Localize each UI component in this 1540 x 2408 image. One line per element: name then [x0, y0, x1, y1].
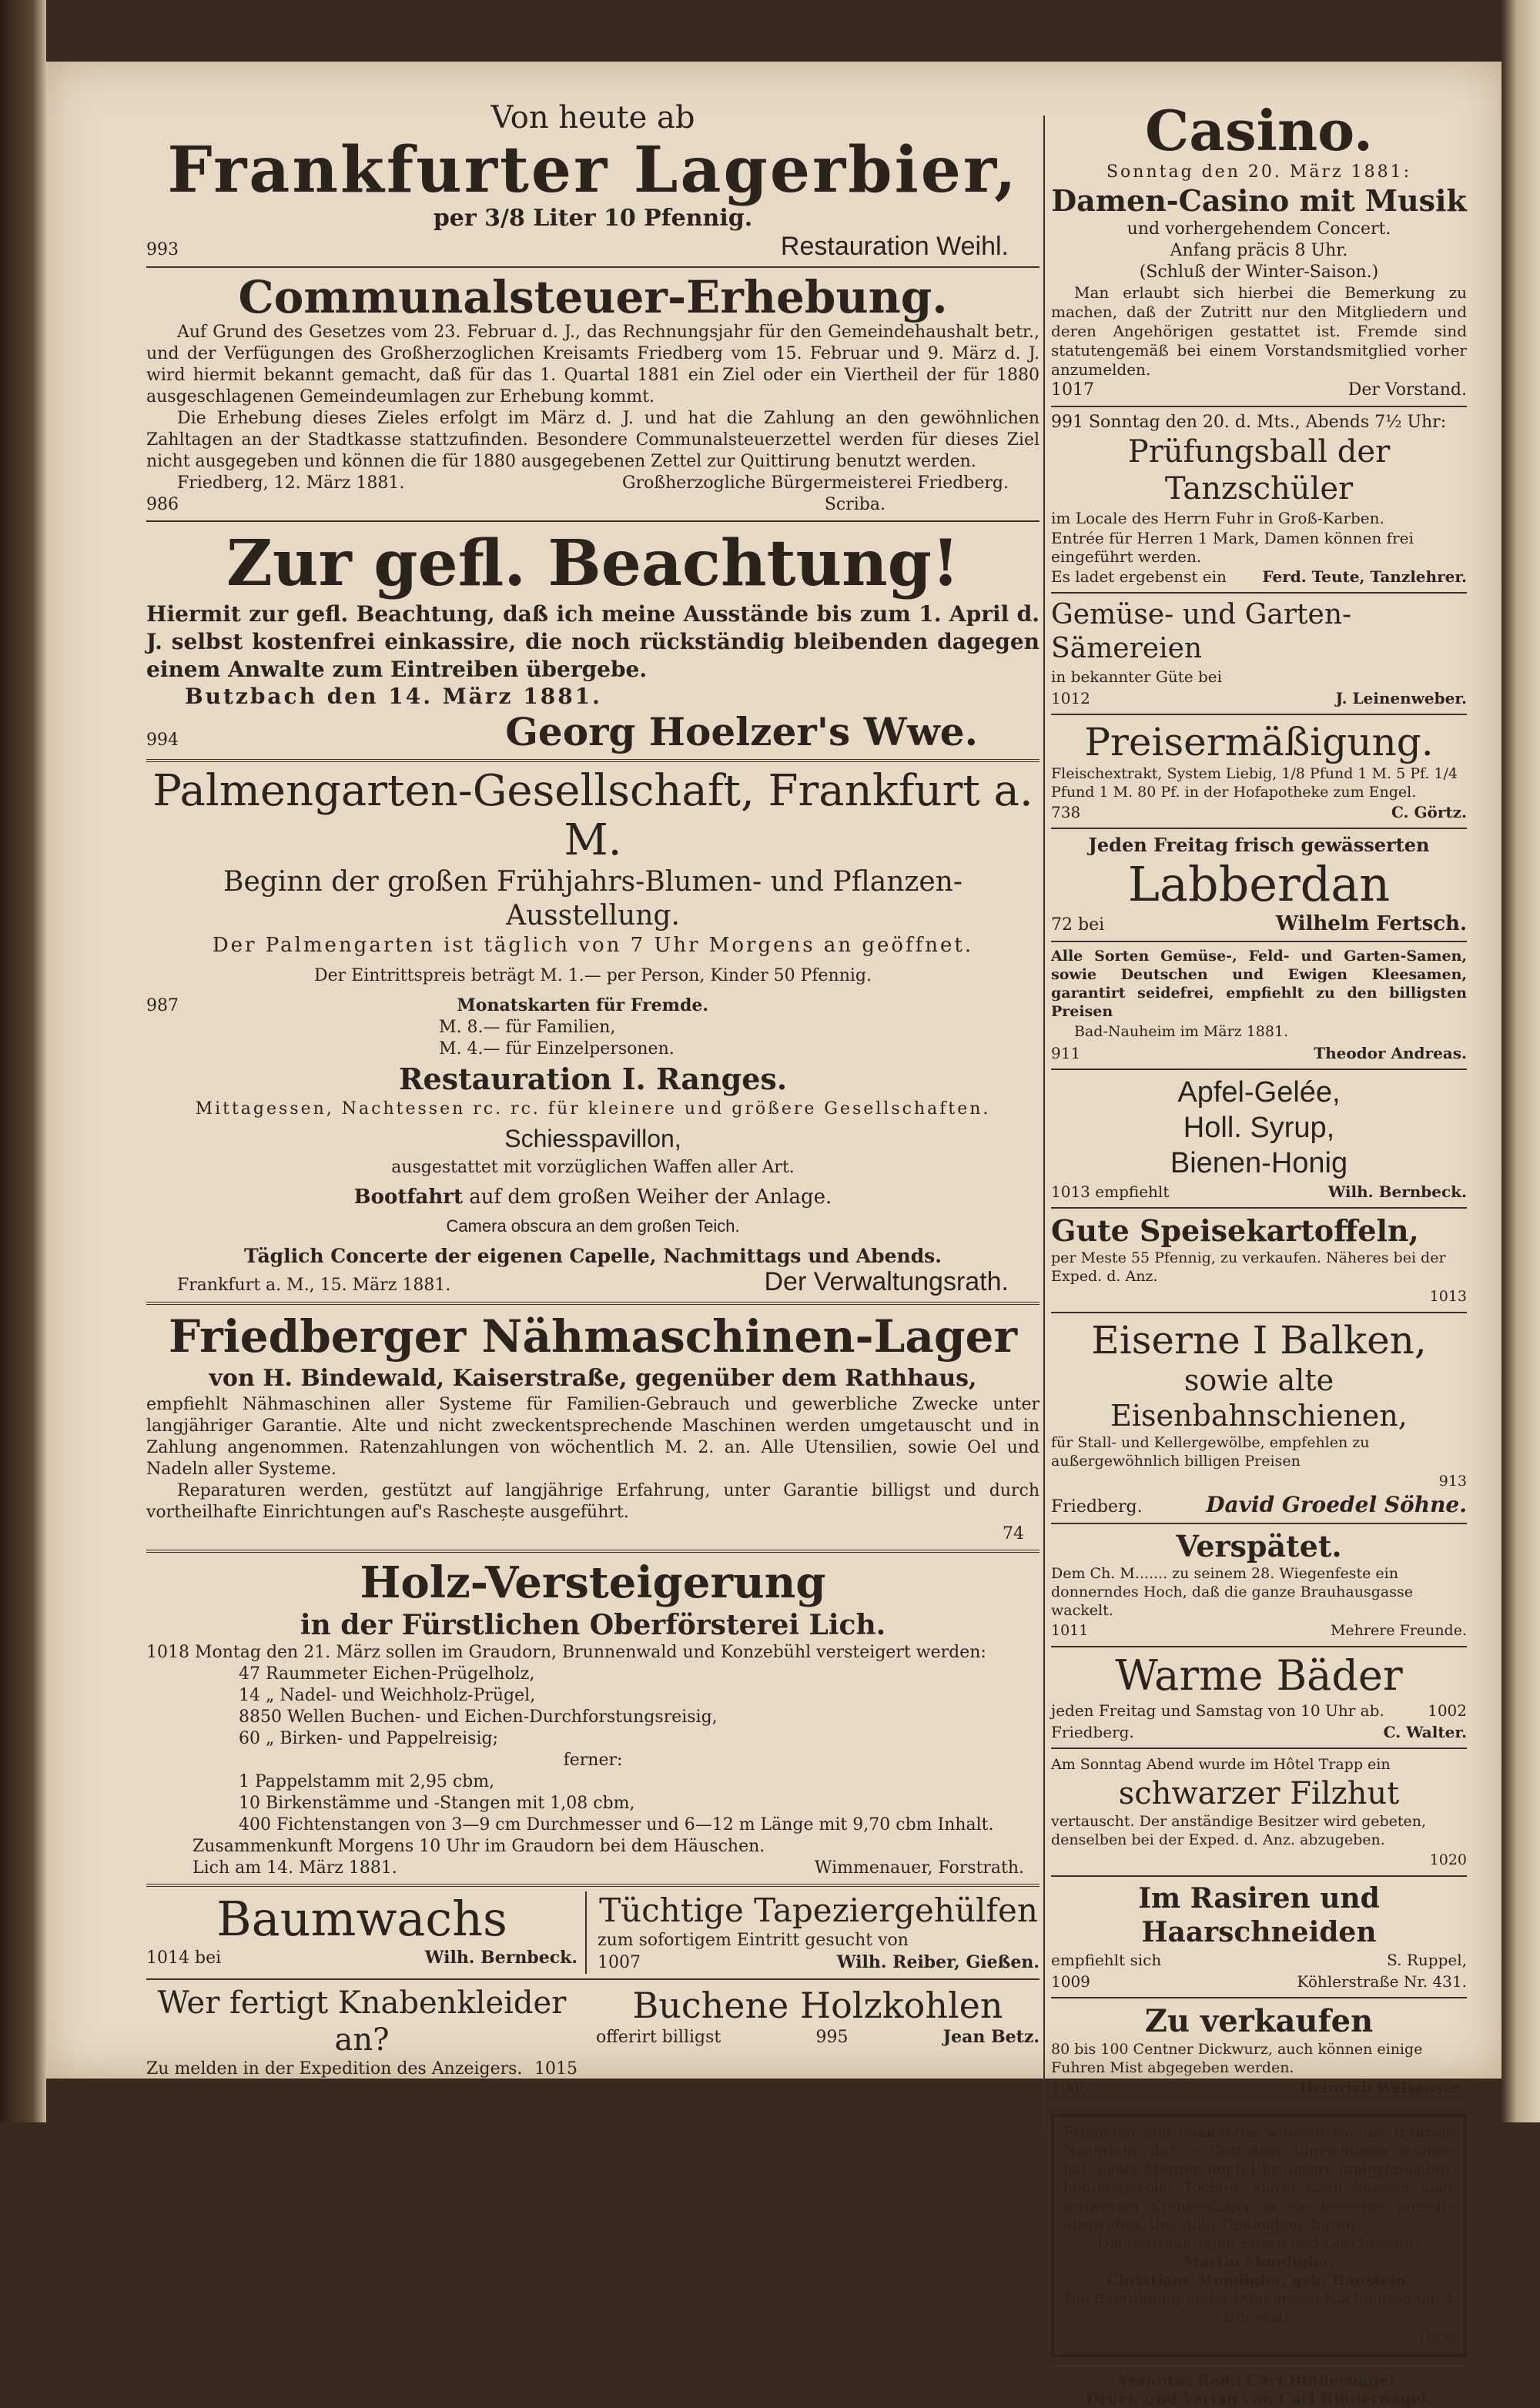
imprint — [1051, 2371, 1467, 2408]
obit-text: Freunden und Bekannten widmen wir die traurige Nachricht, daß es Gott dem Allmächtigen gefallen hat, heute Morgen um 6 Uhr unsere innigstgeliebte, hoffnungsvolle Tochter Marie nach kurzem aber schwerem Krankenlager in ein besseres Jenseits abzurufen. Um stille Theilnahme bitten — [1063, 2124, 1455, 2233]
ad-number: 913 — [1438, 1473, 1467, 1490]
kohlen-name: Jean Betz. — [942, 2027, 1040, 2047]
beacht-place: Butzbach den 14. März 1881. — [185, 684, 602, 709]
sorten-name: Theodor Andreas. — [1314, 1044, 1467, 1062]
palm-boot-text: auf dem großen Weiher der Anlage. — [469, 1186, 832, 1209]
palm-title: Palmengarten-Gesellschaft, Frankfurt a. M. — [152, 766, 1033, 865]
labber-title: Labberdan — [1127, 856, 1391, 912]
palmengarten-ad — [146, 767, 1040, 1297]
casino-date: Sonntag den 20. März 1881: — [1106, 162, 1412, 182]
ad-number: 1002 — [1428, 1701, 1467, 1720]
tapez-name: Wilh. Reiber, Gießen. — [836, 1952, 1040, 1972]
baum-title: Baumwachs — [216, 1891, 507, 1947]
labberdan-ad — [1051, 834, 1467, 936]
ad-number: 1006 — [1051, 2079, 1089, 2096]
knaben-text: Zu melden in der Expedition des Anzeigers. — [146, 2059, 523, 2079]
ball-text2: Entrée für Herren 1 Mark, Damen können frei eingeführt werden. — [1051, 529, 1414, 566]
palm-m1: M. 8.— für Familien, — [439, 1018, 616, 1037]
verkaufen-ad — [1051, 2003, 1467, 2099]
obit-burial: Die Beerdigung findet Donnerstag Nachmittag um 4 Uhr statt. — [1064, 2290, 1454, 2326]
ad-number: 1007 — [598, 1953, 641, 1972]
knaben-ad — [146, 1985, 585, 2080]
steuer-ad — [146, 273, 1040, 516]
kartoffel-ad — [1051, 1213, 1467, 1307]
holz-meet: Zusammenkunft Morgens 10 Uhr im Graudorn bei dem Häuschen. — [192, 1837, 765, 1856]
ad-number: 1012 — [1051, 689, 1090, 707]
apfel-name: Wilh. Bernbeck. — [1327, 1182, 1467, 1201]
ad-number: 1017 — [1051, 380, 1094, 400]
casino-ad — [1051, 100, 1467, 401]
eisen-ad — [1051, 1318, 1467, 1518]
sorten-text: Alle Sorten Gemüse-, Feld- und Garten-Samen, sowie Deutschen und Ewigen Kleesamen, garantirt seidefrei, empfiehlt zu den billigsten Preisen — [1051, 948, 1467, 1020]
palm-boot: Bootfahrt — [353, 1186, 463, 1209]
ad-number: 1020 — [1429, 1851, 1467, 1868]
obit-n1: Martin Mondigler, — [1183, 2253, 1334, 2270]
preis-text: Fleischextrakt, System Liebig, 1/8 Pfund 1 M. 5 Pf. 1/4 Pfund 1 M. 80 Pf. in der Hofapotheke zum Engel. — [1051, 765, 1458, 801]
holz-intro: 1018 Montag den 21. März sollen im Graudorn, Brunnenwald und Konzebühl versteigert werden: — [146, 1643, 986, 1662]
naeh-text: empfiehlt Nähmaschinen aller Systeme für Familien-Gebrauch und gewerbliche Zwecke unter langjähriger Garantie. Alte und nicht zweckentsprechende Maschinen werden umgetauscht und in Zahlung angenommen. Ratenzahlungen von wöchentlich M. 2. an. Alle Utensilien, sowie Oel und Nadeln aller Systeme. — [146, 1395, 1040, 1479]
ball-title: Prüfungsball der Tanzschüler — [1127, 434, 1391, 507]
palm-schiess-text: ausgestattet mit vorzüglichen Waffen aller Art. — [391, 1158, 795, 1177]
rasir-text: empfiehlt sich — [1051, 1951, 1162, 1969]
ad-number: 738 — [1051, 803, 1081, 821]
preis-ad — [1051, 720, 1467, 823]
lager-price: per 3/8 Liter 10 Pfennig. — [433, 205, 753, 232]
apfel-text: empfiehlt — [1095, 1182, 1170, 1201]
apfel-l2: Holl. Syrup, — [1183, 1112, 1335, 1144]
ad-number: 1014 — [146, 1948, 189, 1968]
ball-text: im Locale des Herrn Fuhr in Groß-Karben. — [1051, 509, 1384, 527]
samen-text: in bekannter Güte bei — [1051, 667, 1222, 686]
versp-text: Dem Ch. M....... zu seinem 28. Wiegenfeste ein donnerndes Hoch, daß die ganze Brauhausgasse wackelt. — [1051, 1565, 1413, 1619]
bottom-ads-row — [146, 1891, 1040, 1974]
obit-n2: Christiane Mondigler, geb. Hanstein. — [1106, 2272, 1411, 2289]
rasir-ad — [1051, 1881, 1467, 1992]
kohlen-title: Buchene Holzkohlen — [632, 1985, 1003, 2026]
tapezier-ad — [587, 1891, 1040, 1974]
verk-title: Zu verkaufen — [1144, 2003, 1374, 2039]
rasir-name: S. Ruppel, — [1387, 1951, 1467, 1969]
naeh-sub: von H. Bindewald, Kaiserstraße, gegenüber dem Rathhaus, — [209, 1365, 977, 1392]
ad-number: 1000 — [1417, 2329, 1455, 2346]
verspaetet-ad — [1051, 1529, 1467, 1641]
column-divider — [1043, 115, 1045, 2132]
sorten-ad — [1051, 947, 1467, 1064]
palm-m2: M. 4.— für Einzelpersonen. — [439, 1039, 675, 1059]
holz-f2: 10 Birkenstämme und -Stangen mit 1,08 cbm, — [239, 1794, 635, 1813]
eisen-text: für Stall- und Kellergewölbe, empfehlen zu außergewöhnlich billigen Preisen — [1051, 1434, 1370, 1470]
filz-intro: Am Sonntag Abend wurde im Hôtel Trapp ein — [1051, 1756, 1391, 1773]
filz-text: vertauscht. Der anständige Besitzer wird gebeten, denselben bei der Exped. d. Anz. abzugeben. — [1051, 1813, 1427, 1848]
versp-sign: Mehrere Freunde. — [1330, 1622, 1467, 1639]
tapez-text: zum sofortigem Eintritt gesucht von — [598, 1931, 909, 1950]
casino-sub: Damen-Casino mit Musik — [1051, 183, 1467, 218]
lager-title: Frankfurter Lagerbier, — [167, 133, 1019, 207]
versp-title: Verspätet. — [1176, 1529, 1342, 1564]
ad-number: 994 — [146, 731, 179, 750]
ball-ad — [1051, 412, 1467, 587]
ball-name: Ferd. Teute, Tanzlehrer. — [1262, 567, 1467, 586]
casino-title: Casino. — [1144, 98, 1373, 163]
beacht-text: Hiermit zur gefl. Beachtung, daß ich meine Ausstände bis zum 1. April d. J. selbst kostenfrei einkassire, die noch rückständig bleibenden dagegen einem Anwalte zum Eintreiben übergebe. — [146, 601, 1040, 682]
ad-number: 993 — [146, 240, 179, 259]
holz-l3: 8850 Wellen Buchen- und Eichen-Durchforstungsreisig, — [239, 1707, 718, 1727]
tapez-title: Tüchtige Tapeziergehülfen — [599, 1891, 1038, 1929]
apfel-l3: Bienen-Honig — [1170, 1147, 1348, 1179]
filzhut-ad — [1051, 1754, 1467, 1871]
book-edge-left — [0, 0, 46, 2122]
casino-sub2: und vorhergehendem Concert. — [1127, 219, 1391, 239]
sorten-place: Bad-Nauheim im März 1881. — [1074, 1023, 1289, 1040]
ad-number: 987 — [146, 996, 179, 1015]
kohlen-ad — [585, 1985, 1040, 2080]
samen-ad — [1051, 598, 1467, 709]
ad-number: 911 — [1051, 1044, 1081, 1062]
palm-monat: Monatskarten für Fremde. — [457, 995, 708, 1015]
casino-end: (Schluß der Winter-Saison.) — [1139, 263, 1379, 282]
baeder-name: C. Walter. — [1383, 1723, 1467, 1741]
holz-title: Holz-Versteigerung — [360, 1557, 826, 1608]
baum-name: Wilh. Bernbeck. — [424, 1948, 578, 1968]
rasir-title: Im Rasiren und Haarschneiden — [1138, 1882, 1380, 1948]
holz-f1: 1 Pappelstamm mit 2,95 cbm, — [239, 1772, 495, 1791]
obituary — [1051, 2114, 1467, 2357]
next-page-edge — [1502, 0, 1540, 2122]
verk-name: Heinrich Weisensee. — [1299, 2079, 1467, 2096]
kohlen-text: offerirt billigst — [596, 2028, 721, 2047]
samen-name: J. Leinenweber. — [1335, 689, 1467, 707]
palm-concert: Täglich Concerte der eigenen Capelle, Nachmittags und Abends. — [244, 1245, 942, 1267]
palm-sign: Der Verwaltungsrath. — [764, 1267, 1009, 1296]
kart-text: per Meste 55 Pfennig, zu verkaufen. Näheres bei der Exped. d. Anz. — [1051, 1249, 1446, 1285]
left-column — [146, 100, 1040, 2080]
holz-sub: in der Fürstlichen Oberförsterei Lich. — [300, 1609, 886, 1641]
palm-schiess: Schiesspavillon, — [504, 1125, 681, 1152]
samen-title: Gemüse- und Garten-Sämereien — [1051, 599, 1352, 664]
casino-sign: Der Vorstand. — [1348, 380, 1467, 400]
steuer-p1: Auf Grund des Gesetzes vom 23. Februar d. J., das Rechnungsjahr für den Gemeindehaushalt betr., und der Verfügungen des Großherzoglichen Kreisamts Friedberg vom 15. Februar und 9. März d. J. wird hiermit bekannt gemacht, daß für das 1. Quartal 1881 ein Ziel oder ein Viertheil der für 1880 ausgeschlagenen Gemeindeumlagen zur Erhebung kommt. — [146, 323, 1040, 406]
right-column — [1051, 100, 1467, 2408]
holz-ferner: ferner: — [563, 1751, 623, 1770]
ad-number: 1013 — [1051, 1182, 1090, 1201]
beachtung-ad — [146, 527, 1040, 754]
beacht-name: Georg Hoelzer's Wwe. — [505, 709, 978, 754]
preis-title: Preisermäßigung. — [1084, 720, 1434, 764]
baeder-title: Warme Bäder — [1115, 1651, 1403, 1700]
baum-bei: bei — [195, 1948, 222, 1968]
holz-sign: Wimmenauer, Forstrath. — [814, 1858, 1024, 1878]
holz-ad — [146, 1557, 1040, 1879]
eisen-title: Eiserne I Balken, — [1091, 1318, 1427, 1363]
rasir-addr: Köhlerstraße Nr. 431. — [1297, 1972, 1467, 1991]
lager-ad — [146, 100, 1040, 262]
ad-number: 72 — [1051, 915, 1073, 935]
eisen-sub: sowie alte Eisenbahnschienen, — [1110, 1363, 1408, 1433]
holz-l4: 60 „ Birken- und Pappelreisig; — [239, 1729, 499, 1748]
labber-bei: bei — [1078, 915, 1105, 935]
palm-place: Frankfurt a. M., 15. März 1881. — [177, 1276, 451, 1295]
holz-f3: 400 Fichtenstangen von 3—9 cm Durchmesser und 6—12 m Länge mit 9,70 cbm Inhalt. — [239, 1815, 994, 1834]
palm-open: Der Palmengarten ist täglich von 7 Uhr Morgens an geöffnet. — [212, 934, 974, 957]
palm-rest-text: Mittagessen, Nachtessen rc. rc. für kleinere und größere Gesellschaften. — [195, 1099, 991, 1119]
naeh-title: Friedberger Nähmaschinen-Lager — [169, 1310, 1017, 1363]
obit-mourn: Die tieftrauernden Eltern und Geschwister: — [1097, 2235, 1421, 2252]
palm-price: Der Eintrittspreis beträgt M. 1.— per Person, Kinder 50 Pfennig. — [313, 966, 872, 985]
eisen-place: Friedberg. — [1051, 1497, 1143, 1517]
preis-name: C. Görtz. — [1391, 803, 1467, 821]
baeder-ad — [1051, 1652, 1467, 1743]
ball-intro: 991 Sonntag den 20. d. Mts., Abends 7½ Uhr: — [1051, 413, 1447, 432]
baeder-place: Friedberg. — [1051, 1723, 1134, 1741]
ad-number: 1009 — [1051, 1972, 1090, 1991]
casino-text: Man erlaubt sich hierbei die Bemerkung zu machen, daß der Zutritt nur den Mitgliedern und deren Angehörigen gestattet ist. Fremde sind statutengemäß bei einem Vorstandsmitglied vorher anzumelden. — [1051, 283, 1467, 379]
labber-name: Wilhelm Fertsch. — [1275, 912, 1467, 935]
bottom-ads-row-2 — [146, 1985, 1040, 2080]
ad-number: 74 — [1003, 1524, 1024, 1543]
ad-number: 1011 — [1051, 1622, 1089, 1639]
lager-owner: Restauration Weihl. — [780, 232, 1009, 261]
verk-text: 80 bis 100 Centner Dickwurz, auch können einige Fuhren Mist abgegeben werden. — [1051, 2041, 1423, 2076]
ad-number: 986 — [146, 495, 179, 514]
palm-camera: Camera obscura an dem großen Teich. — [446, 1216, 740, 1236]
holz-l1: 47 Raummeter Eichen-Prügelholz, — [239, 1664, 535, 1684]
steuer-title: Communalsteuer-Erhebung. — [238, 271, 948, 323]
steuer-p2: Die Erhebung dieses Zieles erfolgt im März d. J. und hat die Zahlung an den gewöhnlichen Zahltagen an der Stadtkasse stattzufinden. Besondere Communalsteuerzettel werden für dieses Ziel nicht ausgegeben und können die für 1880 ausgegebenen Zettel zur Quittirung benutzt werden. — [146, 409, 1040, 471]
holz-l2: 14 „ Nadel- und Weichholz-Prügel, — [239, 1686, 536, 1705]
baeder-text: jeden Freitag und Samstag von 10 Uhr ab. — [1051, 1701, 1384, 1720]
baumwachs-ad — [146, 1891, 587, 1974]
casino-start: Anfang präcis 8 Uhr. — [1170, 241, 1348, 260]
ad-number: 1015 — [534, 2059, 578, 2079]
beacht-title: Zur gefl. Beachtung! — [226, 527, 960, 600]
naehmaschinen-ad — [146, 1309, 1040, 1545]
steuer-place: Friedberg, 12. März 1881. — [177, 473, 405, 493]
imprint-l2: Druck und Verlag von Carl Bindernagel. — [1086, 2390, 1432, 2408]
apfel-l1: Apfel-Gelée, — [1177, 1076, 1341, 1109]
steuer-sign: Scriba. — [824, 495, 886, 514]
filz-title: schwarzer Filzhut — [1118, 1776, 1400, 1811]
apfel-ad — [1051, 1075, 1467, 1202]
palm-rest: Restauration I. Ranges. — [398, 1062, 788, 1096]
steuer-authority: Großherzogliche Bürgermeisterei Friedberg. — [622, 473, 1009, 493]
holz-place: Lich am 14. März 1881. — [192, 1858, 397, 1878]
ad-number: 1013 — [1429, 1288, 1467, 1305]
ad-number: 995 — [815, 2028, 849, 2047]
kart-title: Gute Speisekartoffeln, — [1051, 1213, 1419, 1248]
palm-sub: Beginn der großen Frühjahrs-Blumen- und Pflanzen-Ausstellung. — [223, 866, 962, 931]
lager-top: Von heute ab — [490, 100, 695, 135]
ball-invite: Es ladet ergebenst ein — [1051, 567, 1227, 586]
knaben-title: Wer fertigt Knabenkleider an? — [157, 1985, 567, 2058]
naeh-text2: Reparaturen werden, gestützt auf langjährige Erfahrung, unter Garantie billigst und durch vortheilhafte Einrichtungen auf's Raschește ausgeführt. — [146, 1481, 1040, 1522]
imprint-l1: Verantw. Red.: Carl Bindernagel. — [1117, 2371, 1401, 2390]
eisen-name: David Groedel Söhne. — [1206, 1492, 1467, 1517]
labber-top: Jeden Freitag frisch gewässerten — [1088, 834, 1430, 856]
